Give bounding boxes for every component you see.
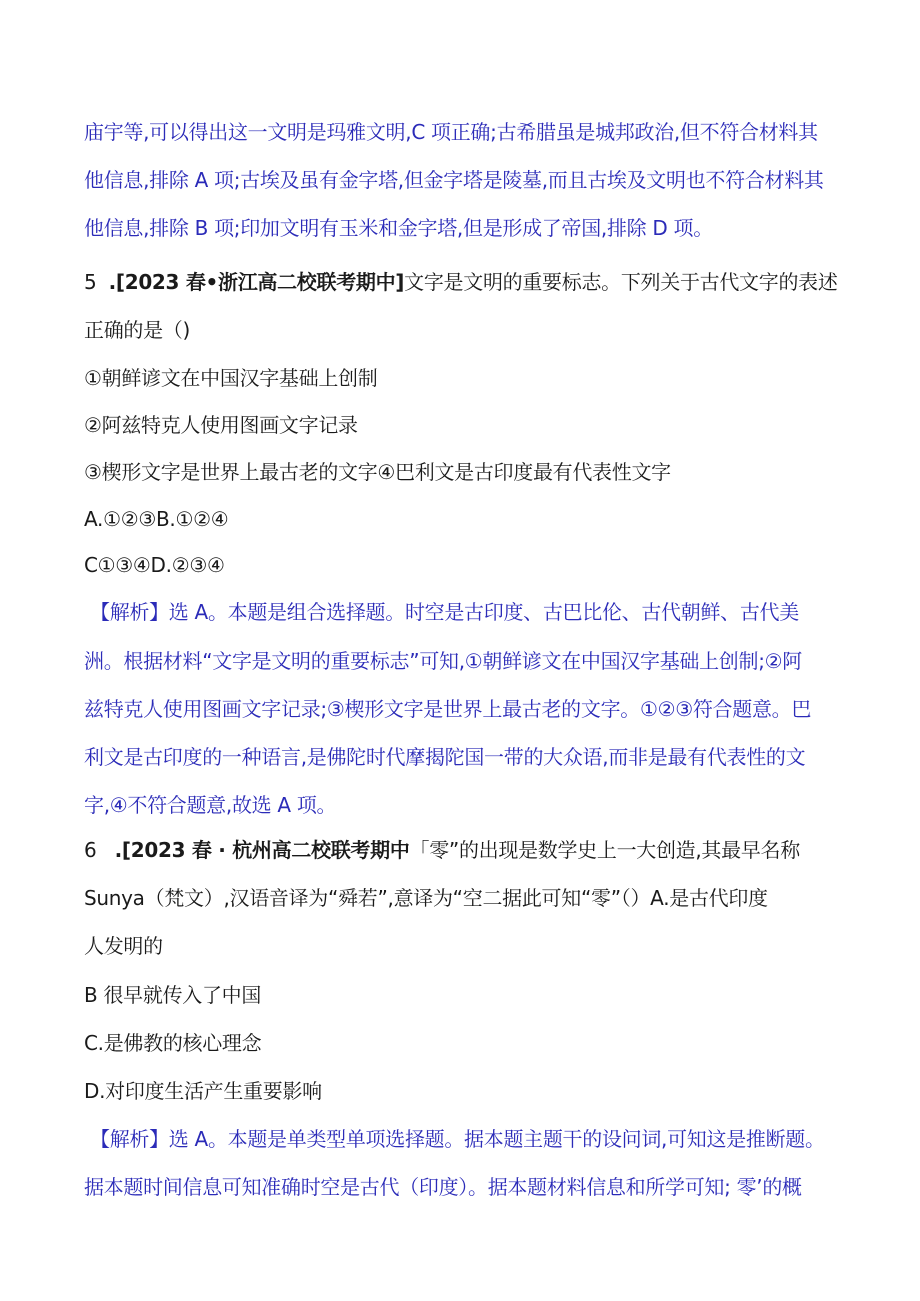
q6-stem-line-2: Sunya（梵文）,汉语音译为“舜若”,意译为“空二据此可知“零”（）A.是古代印度: [84, 886, 768, 910]
q5-stem-part-1: 文字是文明的重要标志。下列关于古代文字的表述: [404, 270, 838, 294]
q6-number: 6: [84, 838, 97, 862]
q5-analysis-line-1: 【解析】选 A。本题是组合选择题。时空是古印度、古巴比伦、古代朝鲜、古代美: [90, 600, 799, 624]
q5-stem-line-2: 正确的是（): [84, 318, 191, 342]
q6-analysis-line-1: 【解析】选 A。本题是单类型单项选择题。据本题主题干的设问词,可知这是推断题。: [90, 1127, 825, 1151]
q6-analysis-line-2: 据本题时间信息可知准确时空是古代（印度）。据本题材料信息和所学可知; 零’的概: [84, 1175, 802, 1199]
q5-analysis-line-5: 字,④不符合题意,故选 A 项。: [84, 793, 337, 817]
q5-stem-line-1: [84, 268, 838, 296]
q5-analysis-line-4: 利文是古印度的一种语言,是佛陀时代摩揭陀国一带的大众语,而非是最有代表性的文: [84, 745, 806, 769]
q5-analysis-line-3: 兹特克人使用图画文字记录;③楔形文字是世界上最古老的文字。①②③符合题意。巴: [84, 697, 812, 721]
q6-option-c: C.是佛教的核心理念: [84, 1031, 262, 1055]
q5-statement-3-4: ③楔形文字是世界上最古老的文字④巴利文是古印度最有代表性文字: [84, 460, 671, 484]
q5-statement-1: ①朝鲜谚文在中国汉字基础上创制: [84, 366, 378, 390]
q5-options-cd: C①③④D.②③④: [84, 553, 225, 577]
q4-analysis-line-1: 庙宇等,可以得出这一文明是玛雅文明,C 项正确;古希腊虽是城邦政治,但不符合材料其: [84, 120, 818, 144]
q5-number: 5: [84, 270, 97, 294]
q6-option-b: B 很早就传入了中国: [84, 983, 262, 1007]
q6-option-d: D.对印度生活产生重要影响: [84, 1079, 322, 1103]
q6-stem-line-3: 人发明的: [84, 934, 163, 958]
q6-source: .[2023 春 · 杭州高二校联考期中: [114, 838, 410, 862]
q6-stem-line-1: [84, 836, 800, 864]
q4-analysis-line-2: 他信息,排除 A 项;古埃及虽有金字塔,但金字塔是陵墓,而且古埃及文明也不符合材料其: [84, 168, 824, 192]
q5-statement-2: ②阿兹特克人使用图画文字记录: [84, 413, 358, 437]
q5-options-ab: A.①②③B.①②④: [84, 507, 229, 531]
q5-source: .[2023 春•浙江高二校联考期中]: [108, 270, 405, 294]
q6-stem-part-1: 「零”的出现是数学史上一大创造,其最早名称: [409, 838, 800, 862]
q4-analysis-line-3: 他信息,排除 B 项;印加文明有玉米和金字塔,但是形成了帝国,排除 D 项。: [84, 216, 713, 240]
q5-analysis-line-2: 洲。根据材料“文字是文明的重要标志”可知,①朝鲜谚文在中国汉字基础上创制;②阿: [84, 649, 802, 673]
